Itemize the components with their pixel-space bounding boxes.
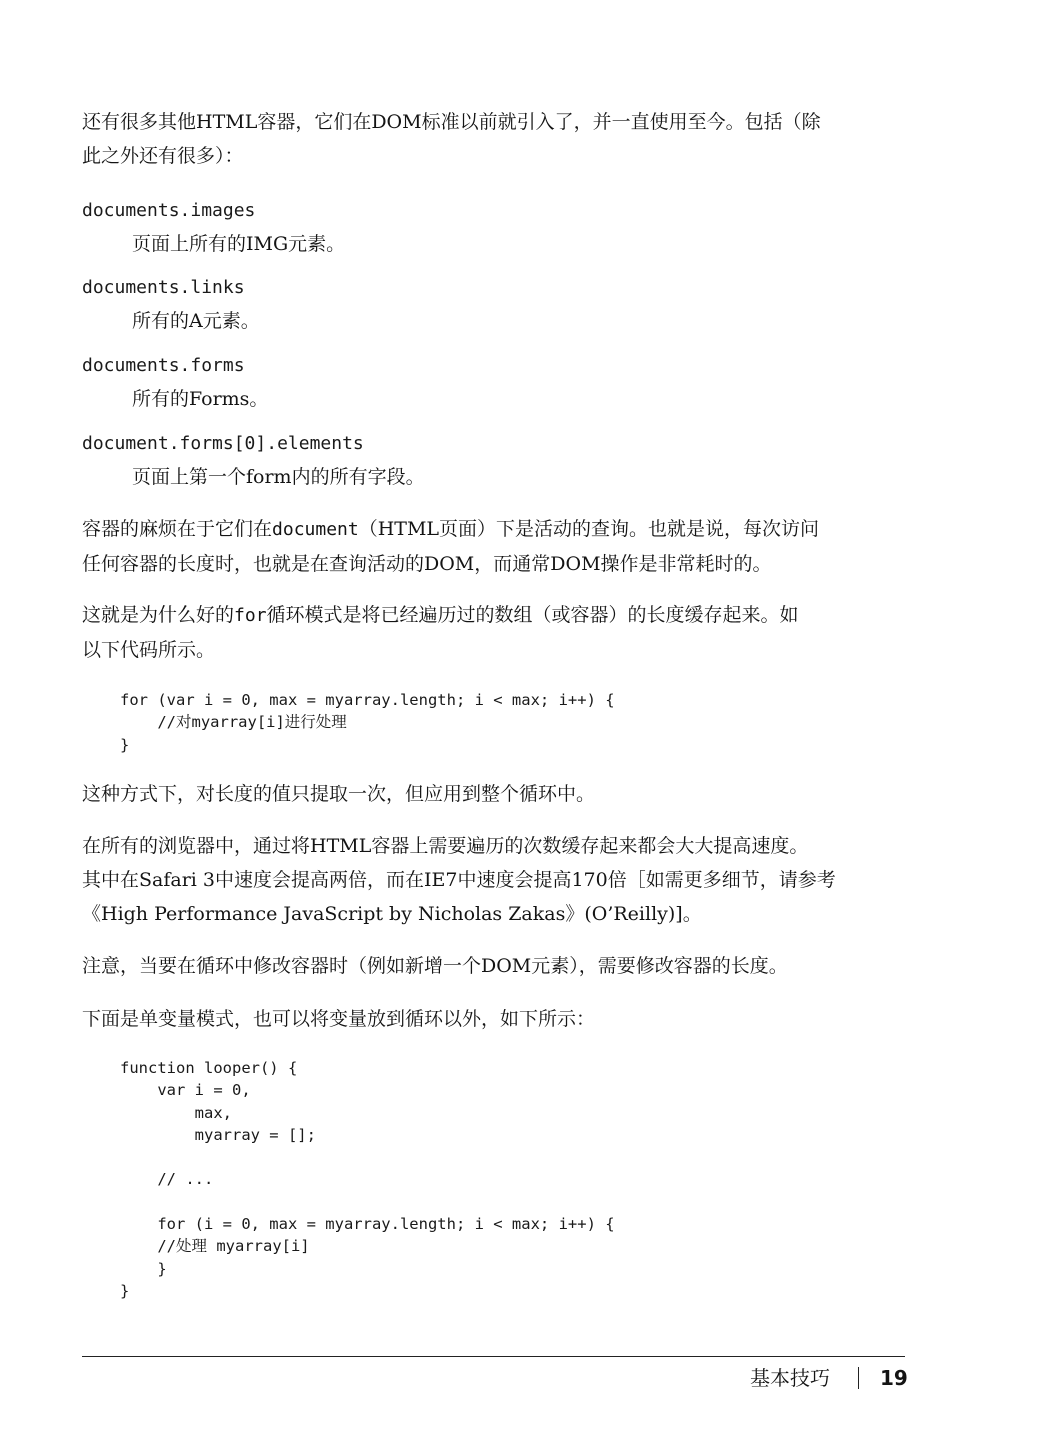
footer-chapter-title: 基本技巧 <box>750 1366 830 1390</box>
code-block-looper: function looper() { var i = 0, max, myarray = []; // ... for (i = 0, max = myarray.length; i < max; i++) { //处理 myarray[i] } } <box>120 1059 615 1300</box>
trouble-text-b: （HTML页面）下是活动的查询。也就是说，每次访问 <box>358 518 820 540</box>
definition-desc-forms: 所有的Forms。 <box>132 388 269 410</box>
length-once-paragraph: 这种方式下，对长度的值只提取一次，但应用到整个循环中。 <box>82 783 596 805</box>
definition-desc-elements: 页面上第一个form内的所有字段。 <box>132 466 425 488</box>
intro-line-2: 此之外还有很多）： <box>82 145 244 167</box>
trouble-line-2: 任何容器的长度时，也就是在查询活动的DOM，而通常DOM操作是非常耗时的。 <box>82 553 772 575</box>
for-text-a: 这就是为什么好的 <box>82 604 235 626</box>
footer-separator <box>858 1367 859 1389</box>
definition-term-forms: documents.forms <box>82 355 245 376</box>
modify-collection-note: 注意，当要在循环中修改容器时（例如新增一个DOM元素），需要修改容器的长度。 <box>82 955 788 977</box>
single-var-paragraph: 下面是单变量模式，也可以将变量放到循环以外，如下所示： <box>82 1008 596 1030</box>
intro-line-1: 还有很多其他HTML容器，它们在DOM标准以前就引入了，并一直使用至今。包括（除 <box>82 111 821 133</box>
collections-trouble-paragraph <box>82 512 912 581</box>
definition-desc-images: 页面上所有的IMG元素。 <box>132 233 346 255</box>
footer-divider <box>82 1356 905 1357</box>
for-text-b: 循环模式是将已经遍历过的数组（或容器）的长度缓存起来。如 <box>266 604 799 626</box>
browser-line-2: 其中在Safari 3中速度会提高两倍，而在IE7中速度会提高170倍［如需更多细节，请参考 <box>82 869 836 891</box>
definition-term-elements: document.forms[0].elements <box>82 433 364 454</box>
intro-paragraph <box>82 105 912 173</box>
definition-term-links: documents.links <box>82 277 245 298</box>
browser-line-3: 《High Performance JavaScript by Nicholas Zakas》(O’Reilly)]。 <box>82 903 702 925</box>
inline-code-document: document <box>272 519 359 540</box>
browser-speed-paragraph <box>82 829 912 931</box>
for-line-2: 以下代码所示。 <box>82 639 216 661</box>
trouble-text-a: 容器的麻烦在于它们在 <box>82 518 273 540</box>
for-loop-paragraph <box>82 598 912 667</box>
definition-term-images: documents.images <box>82 200 256 221</box>
definition-desc-links: 所有的A元素。 <box>132 310 260 332</box>
code-block-cached-length: for (var i = 0, max = myarray.length; i < max; i++) { //对myarray[i]进行处理 } <box>120 691 615 754</box>
page-number: 19 <box>880 1366 908 1390</box>
inline-code-for: for <box>234 605 267 626</box>
browser-line-1: 在所有的浏览器中，通过将HTML容器上需要遍历的次数缓存起来都会大大提高速度。 <box>82 835 809 857</box>
